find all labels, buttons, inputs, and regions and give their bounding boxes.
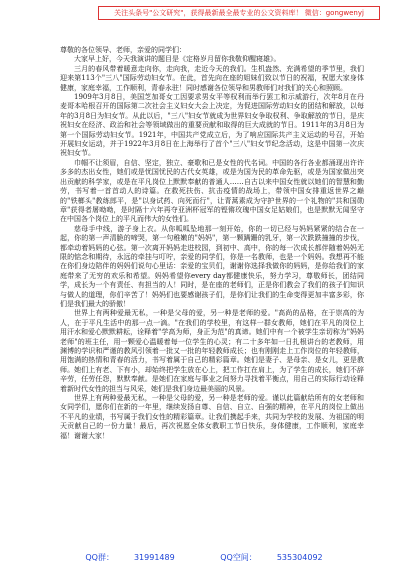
body-paragraph: 1909年3月8日，美国芝加哥女工因要求男女平等权利而举行罢工和示威游行，次年8月在丹麦哥本哈根召开的国际第二次社会主义妇女大会上决定，为促进国际劳动妇女的团结和解放，以每年的3月8日为妇女节。从此以后，"三八"妇女节就成为世界妇女争取权利、争取解放的节日，是庆祝妇女在经济、政治和社会等领域做出的重要贡献和取得的巨大成就的节日。1911年的3月8日为第一个国际劳动妇女节。1921年，中国共产党成立后，为了响应国际共产主义运动的号召，开始开展妇女运动，并于1922年3月8日在上海举行了首个"三八"妇女节纪念活动，这是中国第一次庆祝妇女节。 — [60, 93, 364, 158]
body-paragraph: 大家早上好，今天我演讲的题目是《定格岁月留你我敬仰醒寝雄》。 — [74, 55, 281, 64]
qq-group — [75, 553, 184, 562]
qq-space-label: QQ空间： — [220, 553, 257, 562]
document-body — [60, 46, 364, 546]
body-paragraph: 慈母手中线，游子身上衣。从你呱呱坠地那一刻开始，你的一切已经与妈妈紧紧的结合在一起，你的第一声清脆的啼哭，第一句稚嫩的"妈妈"，第一颗蹒跚的乳牙，第一次跌跌撞撞的步伐，都牵动着妈妈的心弦。第一次离开妈妈走进校园，到初中、高中，你的每一次成长都伴随着妈妈无限的惦念和期待，永远的牵挂与叮咛，亲爱的同学们，你是一名教师，也是一个妈妈。我想再不能在你们身边陪伴的妈妈们说句心里话：亲爱的宝贝们，谢谢你选择我做你的妈妈，是你给我们的家庭带来了无穷的欢乐和希望。妈妈希望你every day都健康快乐，努力学习，尊敬师长，团结同学，成长为一个有责任、有担当的人！同时，是在座的老师们，正是你们教会了我们的孩子们知识与做人的道理，你们辛苦了！妈妈们也要感谢孩子们，是你们让我们的生命变得更加丰富多彩，你们是我们最大的骄傲！ — [60, 224, 364, 308]
greeting-paragraph: 尊敬的各位领导、老师，亲爱的同学们： — [60, 46, 186, 54]
qq-group-label: QQ群： — [85, 553, 114, 562]
body-paragraph: 巾帼不让须眉，自信、坚定，独立、豪歌和已是女性的代名词。中国的各行各业都涌现出许许多多的杰出女性，她们或是忧国忧民的古代女英雄，或是为国为民的革命先驱，或是为国家做出突出贡献的科学家，或是在平凡岗位上默默奉献的普通人……自古以来中国女性就以她们的智慧和勤劳，书写着一首首动人的诗篇。在救死扶伤、抗击疫情的战场上，带领中国女排重返世界之巅的"铁榔头"教练郎平，是"以身试药、向死而行"，让青蒿素成为守护世界的一个礼物的"共和国勋章"获得者屠呦呦，是时隔十六年再夺亚洲杯冠军的铿锵玫瑰中国女足姑娘们，也是默默无闻坚守在中国各个岗位上的平凡而伟大的女性们。 — [60, 158, 364, 224]
header-banner: 关注头条号"公文研究"，获得最新最全最专业的公文资料库！ 微信：gongwenyj — [98, 6, 380, 20]
body-paragraph: 世界上有两种爱最无私，一种是父母的爱，另一种是老师的爱。"高尚的品格，在于崇高的为人，在于平凡生活中的那一点一滴。"在我们的学校里，有这样一群女教师，她们在平凡的岗位上用汗水和爱心默默耕耘，诠释着"学高为师，身正为范"的真谛。她们中有一个被学生亲切称为"妈妈老师"的班主任，用一颗爱心温暖着每一位学生的心灵；有二十多年如一日扎根讲台的老教师，用渊博的学识和严谨的教风引领着一批又一批的年轻教师成长；也有刚刚走上工作岗位的年轻教师，用饱满的热情和青春的活力，书写着属于自己的精彩篇章。她们是妻子、是母亲、是女儿，更是教师。她们上有老、下有小，却始终把学生放在心上，把工作扛在肩上，为了学生的成长，她们不辞辛劳，任劳任怨，默默奉献。是她们在家庭与事业之间努力寻找着平衡点，用自己的实际行动诠释着新时代女性的担当与风采，她们是我们身边最美丽的风景。 — [60, 309, 364, 393]
qq-space — [210, 553, 332, 562]
footer-contact — [0, 551, 408, 565]
qq-group-number: 31991489 — [133, 553, 175, 562]
body-paragraph: 三月的春风带着暖意走向你，走向我，走近今天的我们。生机盎然、充满希望的季节里，我们迎来第113个"三八"国际劳动妇女节。在此，首先向在座的姐妹们致以节日的祝福，祝愿大家身体健康，家庭幸福，工作顺利，青春永驻！同时感谢各位领导和男教师们对我们的关心和照顾。 — [60, 64, 364, 92]
body-paragraph: 世界上有两种爱最无私，一种是父母的爱，另一种是老师的爱。谨以此篇献给所有的女老师和女同学们，愿你们在新的一年里，继续发扬自尊、自信、自立、自强的精神，在平凡的岗位上做出不平凡的业绩，书写属于我们女性的精彩篇章。让我们携起手来，共同为学校的发展、为祖国的明天贡献自己的一份力量！最后，再次祝愿全体女教职工节日快乐，身体健康，工作顺利，家庭幸福！谢谢大家！ — [60, 394, 364, 440]
qq-space-number: 535304092 — [276, 553, 323, 562]
